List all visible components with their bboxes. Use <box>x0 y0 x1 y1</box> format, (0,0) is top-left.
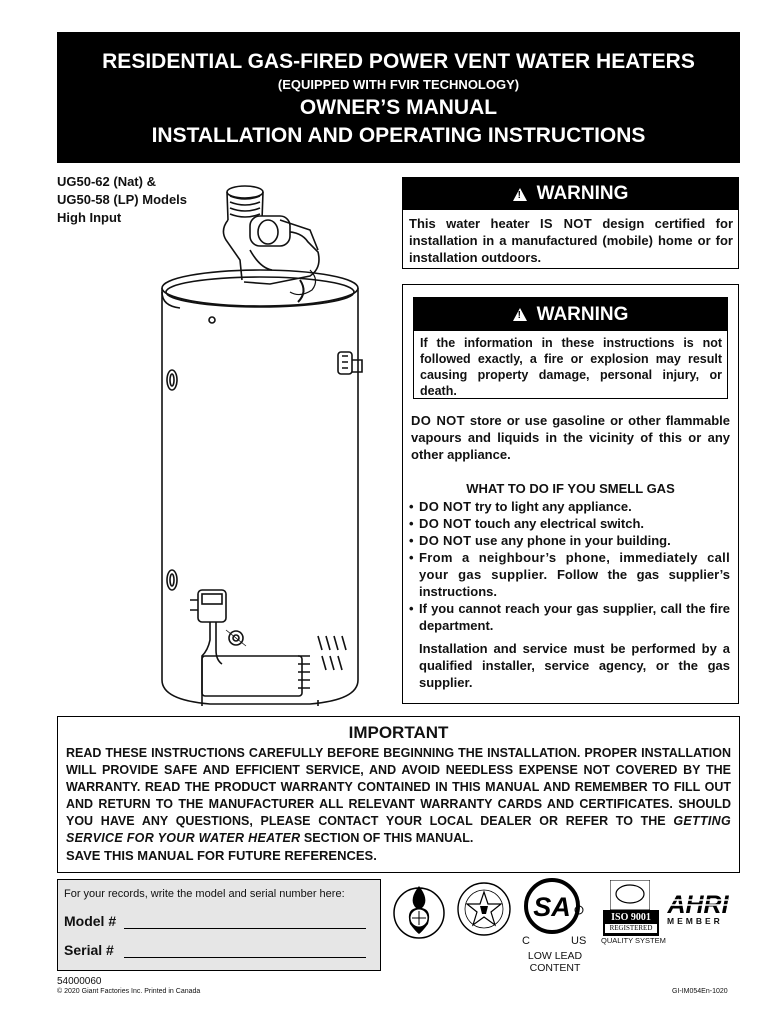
warning-title: WARNING <box>536 183 629 204</box>
csa-logo <box>524 876 586 936</box>
quality-system-label: QUALITY SYSTEM <box>601 936 666 945</box>
title-banner <box>57 32 740 163</box>
do-not-store-text <box>411 412 730 463</box>
model-label: Model # <box>64 913 117 929</box>
important-body-pre: READ THESE INSTRUCTIONS CAREFULLY BEFORE BEGINNING THE INSTALLATION. PROPER INSTALLATION WILL PROVIDE SAFE AND EFFICIENT SERVICE, AND AVOID NEEDLESS EXPENSE NOT COVERED BY THE WARRANTY. READ THE PRODUCT WARRANTY CONTAINED IN THIS MANUAL AND REMEMBER TO FILL OUT AND RETURN TO THE MANUFACTURER ALL RELEVANT WARRANTY CARDS AND CERTIFICATES. SHOULD YOU HAVE ANY QUESTIONS, PLEASE CONTACT YOUR LOCAL DEALER OR REFER TO THE <box>66 746 731 828</box>
list-item-emphasis: DO NOT <box>419 533 472 548</box>
ahri-member-label: MEMBER <box>667 916 723 926</box>
ahri-logo <box>666 891 730 915</box>
svg-text:SA: SA <box>533 892 571 922</box>
copyright: © 2020 Giant Factories Inc. Printed in Canada <box>57 988 201 995</box>
warning-text-emphasis: IS NOT <box>539 216 592 231</box>
list-item-text: touch any electrical switch. <box>471 516 645 531</box>
list-item <box>409 600 730 634</box>
do-not-body: store or use gasoline or other flammable vapours and liquids in the vicinity of this or any other appliance. <box>411 413 730 462</box>
list-item-text: use any phone in your building. <box>471 533 671 548</box>
water-heater-illustration <box>150 180 372 712</box>
records-instruction: For your records, write the model and serial number here: <box>64 888 345 900</box>
warning-text-pre: This water heater <box>409 216 540 231</box>
records-box <box>57 879 381 971</box>
warning-text <box>409 215 733 266</box>
serial-number-field[interactable] <box>124 957 366 958</box>
important-body-emphasis: GETTING SERVICE FOR YOUR WATER HEATER <box>66 814 731 845</box>
serial-label: Serial # <box>64 942 114 958</box>
save-manual-note: SAVE THIS MANUAL FOR FUTURE REFERENCES. <box>66 848 377 863</box>
warning-triangle-icon: ! <box>513 188 527 201</box>
list-item <box>409 498 730 515</box>
csa-canada-mark: C <box>522 935 530 947</box>
low-lead-label: LOW LEAD CONTENT <box>527 950 583 974</box>
warning-text-post: design certified for installation in a manufactured (mobile) home or for installation outdoors. <box>409 216 733 265</box>
manual-title: OWNER’S MANUAL <box>299 96 498 119</box>
iso-9001-badge <box>603 910 659 936</box>
service-note: Installation and service must be performed by a qualified installer, service agency, or the gas supplier. <box>419 641 730 690</box>
model-line-1: UG50-62 (Nat) & <box>57 174 156 189</box>
important-body-post: SECTION OF THIS MANUAL. <box>300 831 474 845</box>
nqa-logo <box>610 880 650 910</box>
smell-gas-heading: WHAT TO DO IF YOU SMELL GAS <box>466 481 675 496</box>
list-item-text: If you cannot reach your gas supplier, call the fire department. <box>419 601 730 633</box>
list-item-text: try to light any appliance. <box>471 499 632 514</box>
warning-triangle-icon: ! <box>513 308 527 321</box>
gas-flame-certification-logo <box>392 880 446 942</box>
list-item-emphasis: From a neighbour’s phone, immediately call your gas supplier. <box>419 550 730 582</box>
warning-header <box>414 298 727 331</box>
iso-registered-label: REGISTERED <box>605 924 657 933</box>
warning-inner-box <box>413 297 728 399</box>
star-certification-seal-logo <box>456 878 512 940</box>
form-code: GI-IM054En-1020 <box>672 988 728 995</box>
warning-text: If the information in these instructions is not followed exactly, a fire or explosion may result causing property damage, personal injury, or death. <box>420 336 722 398</box>
smell-gas-list <box>409 498 730 634</box>
warning-title: WARNING <box>536 303 629 325</box>
model-line-2: UG50-58 (LP) Models <box>57 192 188 207</box>
important-body <box>66 745 731 847</box>
warning-header <box>403 178 738 210</box>
subtitle: (EQUIPPED WITH FVIR TECHNOLOGY) <box>277 77 520 92</box>
list-item-emphasis: DO NOT <box>419 516 472 531</box>
list-item-text: Follow the gas supplier’s instructions. <box>419 567 730 599</box>
model-line-3: High Input <box>57 210 122 225</box>
do-not-emphasis: DO NOT <box>411 413 465 428</box>
list-item-emphasis: DO NOT <box>419 499 472 514</box>
csa-us-mark: US <box>571 935 587 947</box>
iso-label: ISO 9001 <box>611 912 651 923</box>
document-number: 54000060 <box>57 976 102 987</box>
ahri-wordmark: AHRI <box>667 891 729 915</box>
list-item <box>409 549 730 600</box>
list-item <box>409 532 730 549</box>
manual-subtitle: INSTALLATION AND OPERATING INSTRUCTIONS <box>151 124 646 147</box>
important-box <box>57 716 740 873</box>
model-number-field[interactable] <box>124 928 366 929</box>
important-title: IMPORTANT <box>348 723 449 742</box>
list-item <box>409 515 730 532</box>
main-title: RESIDENTIAL GAS-FIRED POWER VENT WATER HEATERS <box>102 50 695 73</box>
warning-box-fire <box>402 284 739 704</box>
warning-box-mobile-home <box>402 177 739 269</box>
